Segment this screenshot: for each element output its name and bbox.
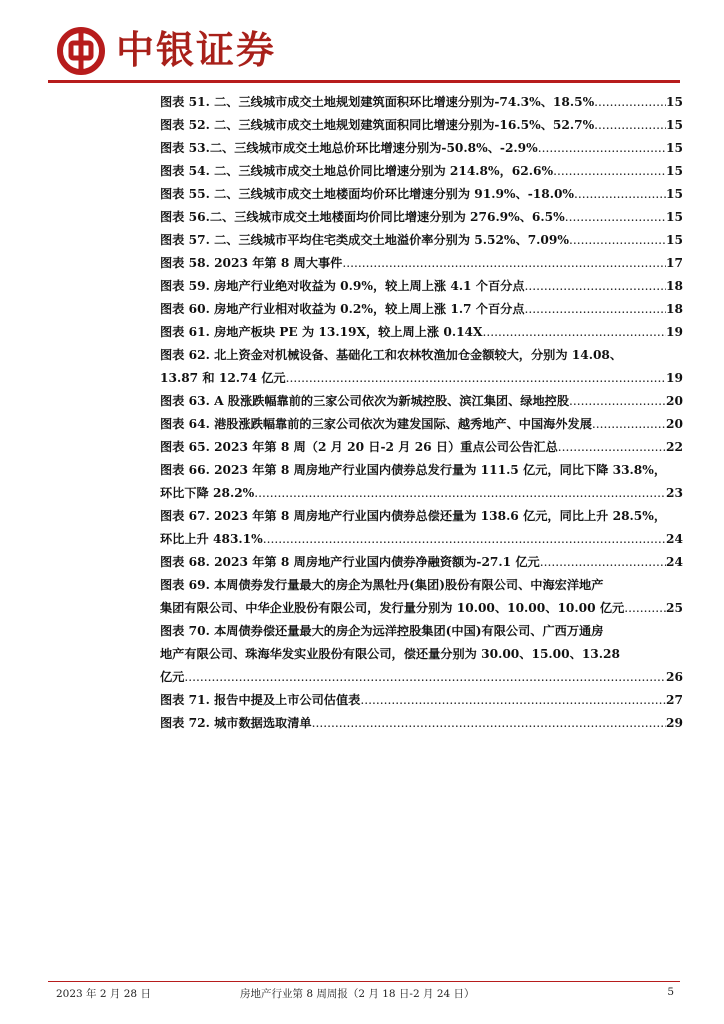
toc-entry[interactable] [160, 275, 683, 298]
toc-dot-leader [263, 528, 666, 551]
toc-entry-last-line [160, 436, 683, 459]
footer-date: 2023 年 2 月 28 日 [56, 988, 151, 1000]
toc-entry-title: 集团有限公司、中华企业股份有限公司，发行量分别为 10.00、10.00、10.00 亿元 [160, 601, 625, 615]
toc-page-number: 20 [666, 394, 683, 408]
toc-dot-leader [286, 367, 666, 390]
toc-entry-last-line [160, 689, 683, 712]
toc-entry[interactable] [160, 620, 683, 689]
toc-entry[interactable] [160, 229, 683, 252]
toc-entry[interactable] [160, 160, 683, 183]
toc-page-number: 24 [666, 555, 683, 569]
toc-page-number: 15 [666, 187, 683, 201]
toc-entry[interactable] [160, 344, 683, 390]
toc-dot-leader [553, 160, 666, 183]
toc-page-number: 19 [666, 325, 683, 339]
toc-dot-leader [538, 137, 666, 160]
toc-dot-leader [525, 275, 667, 298]
toc-page-number: 15 [666, 118, 683, 132]
toc-entry-last-line [160, 160, 683, 183]
toc-dot-leader [569, 229, 666, 252]
toc-dot-leader [574, 183, 666, 206]
toc-entry-title: 图表 61. 房地产板块 PE 为 13.19X，较上周上涨 0.14X [160, 325, 483, 339]
toc-dot-leader [525, 298, 667, 321]
toc-entry[interactable] [160, 114, 683, 137]
toc-entry-title: 图表 72. 城市数据选取清单 [160, 716, 312, 730]
toc-page-number: 23 [666, 486, 683, 500]
toc-entry[interactable] [160, 91, 683, 114]
toc-dot-leader [569, 390, 666, 413]
toc-page-number: 15 [666, 233, 683, 247]
toc-dot-leader [594, 91, 666, 114]
toc-entry-last-line [160, 137, 683, 160]
toc-entry-last-line [160, 114, 683, 137]
toc-page-number: 25 [666, 601, 683, 615]
toc-entry-title: 图表 52. 二、三线城市成交土地规划建筑面积同比增速分别为-16.5%、52.7% [160, 118, 595, 132]
toc-entry-last-line [160, 229, 683, 252]
page-footer [56, 986, 680, 1002]
toc-dot-leader [312, 712, 666, 735]
toc-entry[interactable] [160, 413, 683, 436]
toc-entry-title: 图表 57. 二、三线城市平均住宅类成交土地溢价率分别为 5.52%、7.09% [160, 233, 569, 247]
toc-entry-title: 图表 60. 房地产行业相对收益为 0.2%，较上周上涨 1.7 个百分点 [160, 302, 525, 316]
toc-entry-title: 图表 63. A 股涨跌幅靠前的三家公司依次为新城控股、滨江集团、绿地控股 [160, 394, 570, 408]
toc-entry-title: 图表 68. 2023 年第 8 周房地产行业国内债券净融资额为-27.1 亿元 [160, 555, 540, 569]
toc-dot-leader [594, 114, 666, 137]
toc-entry-last-line [160, 321, 683, 344]
toc-entry-last-line [160, 367, 683, 390]
toc-page-number: 15 [666, 95, 683, 109]
footer-report-title: 房地产行业第 8 周周报（2 月 18 日-2 月 24 日） [240, 988, 475, 1000]
toc-entry[interactable] [160, 459, 683, 505]
header-divider [48, 80, 680, 83]
toc-dot-leader [592, 413, 666, 436]
toc-entry-title: 图表 71. 报告中提及上市公司估值表 [160, 693, 361, 707]
toc-entry-last-line [160, 712, 683, 735]
toc-entry-last-line [160, 298, 683, 321]
toc-entry-title: 图表 56.二、三线城市成交土地楼面均价同比增速分别为 276.9%、6.5% [160, 210, 565, 224]
toc-entry[interactable] [160, 551, 683, 574]
toc-entry-title: 亿元 [160, 670, 185, 684]
toc-page-number: 18 [666, 279, 683, 293]
toc-entry-last-line [160, 413, 683, 436]
bank-of-china-logo-icon [56, 26, 106, 76]
toc-entry[interactable] [160, 390, 683, 413]
toc-page-number: 20 [666, 417, 683, 431]
toc-entry-title: 环比上升 483.1% [160, 532, 263, 546]
toc-dot-leader [184, 666, 666, 689]
toc-entry[interactable] [160, 298, 683, 321]
toc-entry[interactable] [160, 505, 683, 551]
toc-entry[interactable] [160, 206, 683, 229]
toc-dot-leader [342, 252, 666, 275]
toc-entry-last-line [160, 183, 683, 206]
toc-entry[interactable] [160, 712, 683, 735]
toc-entry-text-line: 图表 67. 2023 年第 8 周房地产行业国内债券总偿还量为 138.6 亿元，同比上升 28.5%， [160, 509, 667, 523]
toc-entry[interactable] [160, 183, 683, 206]
toc-entry-last-line [160, 551, 683, 574]
toc-page-number: 27 [666, 693, 683, 707]
toc-entry[interactable] [160, 252, 683, 275]
toc-entry[interactable] [160, 137, 683, 160]
toc-dot-leader [360, 689, 666, 712]
toc-entry-last-line [160, 275, 683, 298]
toc-entry-title: 图表 51. 二、三线城市成交土地规划建筑面积环比增速分别为-74.3%、18.5% [160, 95, 595, 109]
toc-entry[interactable] [160, 321, 683, 344]
toc-entry-last-line [160, 597, 683, 620]
toc-entry-title: 图表 54. 二、三线城市成交土地总价同比增速分别为 214.8%，62.6% [160, 164, 554, 178]
toc-entry-last-line [160, 528, 683, 551]
toc-dot-leader [540, 551, 666, 574]
toc-dot-leader [565, 206, 666, 229]
toc-page-number: 22 [666, 440, 683, 454]
toc-dot-leader [558, 436, 666, 459]
toc-dot-leader [483, 321, 667, 344]
toc-entry-title: 环比下降 28.2% [160, 486, 255, 500]
toc-page-number: 19 [666, 371, 683, 385]
toc-entry-last-line [160, 390, 683, 413]
toc-dot-leader [254, 482, 666, 505]
toc-page-number: 29 [666, 716, 683, 730]
toc-entry-title: 图表 65. 2023 年第 8 周（2 月 20 日-2 月 26 日）重点公司公告汇总 [160, 440, 558, 454]
toc-page-number: 18 [666, 302, 683, 316]
toc-entry-last-line [160, 206, 683, 229]
toc-page-number: 15 [666, 164, 683, 178]
brand-name: 中银证券 [116, 28, 277, 72]
toc-entry-text-line: 地产有限公司、珠海华发实业股份有限公司，偿还量分别为 30.00、15.00、13.28 [160, 647, 620, 661]
toc-entry-title: 图表 64. 港股涨跌幅靠前的三家公司依次为建发国际、越秀地产、中国海外发展 [160, 417, 592, 431]
page-header [0, 0, 724, 86]
toc-entry-last-line [160, 482, 683, 505]
toc-entry-title: 图表 59. 房地产行业绝对收益为 0.9%，较上周上涨 4.1 个百分点 [160, 279, 525, 293]
toc-entry-last-line [160, 666, 683, 689]
toc-page-number: 15 [666, 210, 683, 224]
toc-entry-last-line [160, 91, 683, 114]
toc-entry-last-line [160, 252, 683, 275]
toc-entry-title: 图表 58. 2023 年第 8 周大事件 [160, 256, 343, 270]
toc-entry-title: 图表 53.二、三线城市成交土地总价环比增速分别为-50.8%、-2.9% [160, 141, 538, 155]
toc-page-number: 15 [666, 141, 683, 155]
toc-entry-text-line: 图表 69. 本周债券发行量最大的房企为黑牡丹(集团)股份有限公司、中海宏洋地产 [160, 578, 604, 592]
footer-divider [48, 981, 680, 982]
toc-entry-text-line: 图表 66. 2023 年第 8 周房地产行业国内债券总发行量为 111.5 亿元，同比下降 33.8%， [160, 463, 667, 477]
toc-entry-text-line: 图表 62. 北上资金对机械设备、基础化工和农林牧渔加仓金额较大，分别为 14.08、 [160, 348, 623, 362]
toc-page-number: 26 [666, 670, 683, 684]
toc-entry-title: 13.87 和 12.74 亿元 [160, 371, 286, 385]
toc-page-number: 17 [666, 256, 683, 270]
toc-entry[interactable] [160, 689, 683, 712]
toc-entry[interactable] [160, 574, 683, 620]
toc-entry[interactable] [160, 436, 683, 459]
toc-page-number: 24 [666, 532, 683, 546]
toc-dot-leader [624, 597, 666, 620]
toc-entry-text-line: 图表 70. 本周债券偿还量最大的房企为远洋控股集团(中国)有限公司、广西万通房 [160, 624, 604, 638]
figure-table-of-contents [160, 91, 683, 735]
page-number: 5 [667, 986, 674, 998]
toc-entry-title: 图表 55. 二、三线城市成交土地楼面均价环比增速分别为 91.9%、-18.0% [160, 187, 575, 201]
